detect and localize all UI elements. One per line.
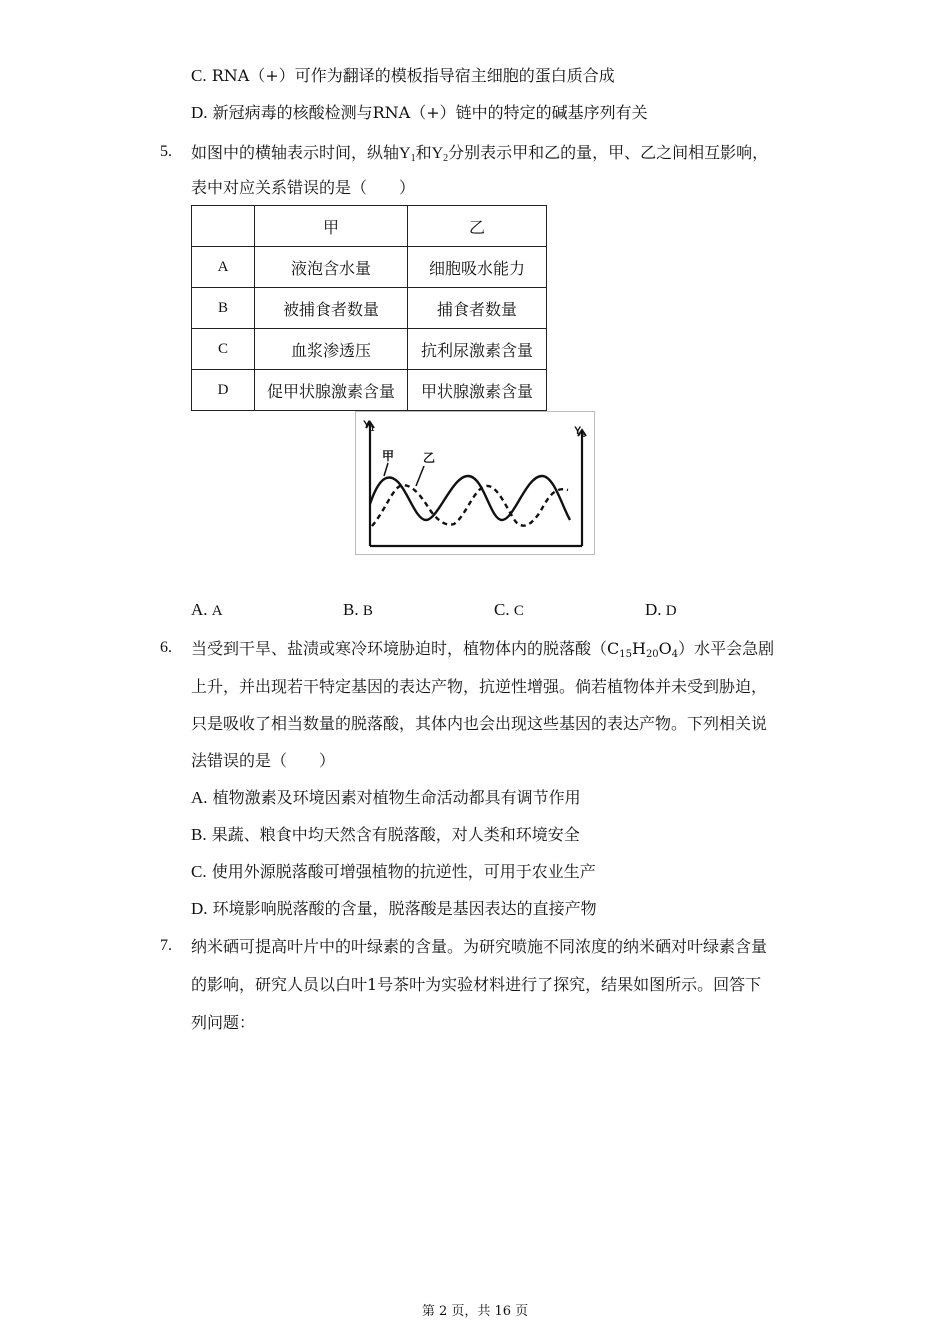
option-letter: C. bbox=[191, 66, 207, 85]
table-cell: 捕食者数量 bbox=[408, 288, 547, 329]
answer-text: B bbox=[362, 603, 373, 619]
option-text: 果蔬、粮食中均天然含有脱落酸，对人类和环境安全 bbox=[211, 825, 580, 844]
question-number: 5. bbox=[160, 143, 172, 160]
table-cell: 液泡含水量 bbox=[255, 247, 408, 288]
jia-pointer bbox=[384, 463, 388, 476]
q7-stem-line2: 的影响，研究人员以白叶1号茶叶为实验材料进行了探究，结果如图所示。回答下 bbox=[191, 975, 762, 994]
q6-stem-line4: 法错误的是（ ） bbox=[191, 751, 336, 770]
answer-option-c[interactable] bbox=[494, 600, 524, 620]
q4-option-c bbox=[191, 66, 615, 86]
option-text: 环境影响脱落酸的含量，脱落酸是基因表达的直接产物 bbox=[212, 899, 597, 918]
option-text: 使用外源脱落酸可增强植物的抗逆性，可用于农业生产 bbox=[211, 862, 596, 881]
answer-option-b[interactable] bbox=[343, 600, 373, 620]
table-row bbox=[192, 370, 547, 411]
q6-option-c[interactable] bbox=[191, 862, 596, 882]
subscript: 20 bbox=[645, 649, 659, 660]
y1-letter: Y bbox=[363, 419, 371, 431]
jia-label: 甲 bbox=[382, 449, 395, 463]
answer-letter: B. bbox=[343, 600, 359, 619]
y1-label bbox=[363, 419, 374, 433]
option-text: 植物激素及环境因素对植物生命活动都具有调节作用 bbox=[212, 788, 581, 807]
table-header-jia: 甲 bbox=[255, 206, 408, 247]
yi-curve bbox=[372, 485, 568, 526]
table-row bbox=[192, 247, 547, 288]
table-cell: 抗利尿激素含量 bbox=[408, 329, 547, 370]
table-cell: 促甲状腺激素含量 bbox=[255, 370, 408, 411]
subscript: 2 bbox=[443, 153, 449, 164]
y2-letter: Y bbox=[574, 425, 582, 437]
table-cell: 甲状腺激素含量 bbox=[408, 370, 547, 411]
option-text: RNA（+）可作为翻译的模板指导宿主细胞的蛋白质合成 bbox=[211, 66, 615, 85]
option-letter: D. bbox=[191, 899, 208, 918]
formula-letter: O bbox=[658, 639, 672, 658]
answer-text: C bbox=[513, 603, 524, 619]
q6-option-a[interactable] bbox=[191, 788, 581, 808]
answer-text: D bbox=[665, 603, 677, 619]
y1-subscript: 1 bbox=[370, 426, 375, 433]
table-cell: D bbox=[192, 370, 255, 411]
stem-text: 如图中的横轴表示时间，纵轴 bbox=[191, 143, 400, 162]
table-cell: C bbox=[192, 329, 255, 370]
wave-diagram bbox=[356, 412, 594, 554]
option-letter: A. bbox=[191, 788, 208, 807]
table-cell: 被捕食者数量 bbox=[255, 288, 408, 329]
table-header-yi: 乙 bbox=[408, 206, 547, 247]
q7-stem-line1: 纳米硒可提高叶片中的叶绿素的含量。为研究喷施不同浓度的纳米硒对叶绿素含量 bbox=[191, 937, 768, 956]
wave-figure bbox=[355, 411, 595, 555]
question-number: 7. bbox=[160, 937, 172, 954]
option-text: 新冠病毒的核酸检测与RNA（+）链中的特定的碱基序列有关 bbox=[212, 103, 648, 122]
table-row bbox=[192, 288, 547, 329]
formula-letter: H bbox=[631, 639, 646, 658]
table-cell: 血浆渗透压 bbox=[255, 329, 408, 370]
answer-option-d[interactable] bbox=[645, 600, 677, 620]
table-cell: B bbox=[192, 288, 255, 329]
q6-option-d[interactable] bbox=[191, 899, 597, 919]
jia-curve bbox=[370, 476, 570, 520]
subscript: 4 bbox=[671, 649, 679, 660]
y-letter: Y bbox=[431, 145, 444, 162]
table-cell bbox=[192, 206, 255, 247]
yi-label: 乙 bbox=[423, 451, 436, 465]
q6-stem-line2: 上升，并出现若干特定基因的表达产物，抗逆性增强。倘若植物体并未受到胁迫， bbox=[191, 677, 768, 696]
subscript: 1 bbox=[410, 153, 416, 164]
answer-letter: C. bbox=[494, 600, 510, 619]
q5-table bbox=[191, 205, 547, 411]
answer-option-a[interactable] bbox=[191, 600, 223, 620]
stem-text: ）水平会急剧 bbox=[678, 639, 775, 658]
option-letter: B. bbox=[191, 825, 207, 844]
answer-text: A bbox=[211, 603, 223, 619]
table-row bbox=[192, 329, 547, 370]
option-letter: C. bbox=[191, 862, 207, 881]
y2-subscript: 2 bbox=[581, 432, 586, 439]
table-cell: 细胞吸水能力 bbox=[408, 247, 547, 288]
q7-stem-line3: 列问题： bbox=[191, 1013, 256, 1032]
y-letter: Y bbox=[399, 145, 411, 162]
stem-text: 分别表示甲和乙的量，甲、乙之间相互影响， bbox=[448, 143, 769, 162]
stem-text: 当受到干旱、盐渍或寒冷环境胁迫时，植物体内的脱落酸（C bbox=[191, 639, 620, 658]
page-footer: 第 2 页，共 16 页 bbox=[421, 1304, 529, 1319]
table-cell: A bbox=[192, 247, 255, 288]
q5-stem-line2: 表中对应关系错误的是（ ） bbox=[191, 178, 416, 197]
y2-symbol bbox=[432, 145, 449, 162]
stem-text: 和 bbox=[415, 143, 432, 162]
q6-stem-line3: 只是吸收了相当数量的脱落酸，其体内也会出现这些基因的表达产物。下列相关说 bbox=[191, 714, 768, 733]
answer-letter: A. bbox=[191, 600, 208, 619]
yi-pointer bbox=[416, 466, 424, 486]
table-header-row bbox=[192, 206, 547, 247]
y1-symbol bbox=[399, 145, 416, 162]
q4-option-d bbox=[191, 103, 648, 123]
option-letter: D. bbox=[191, 103, 208, 122]
subscript: 15 bbox=[619, 649, 632, 660]
question-number: 6. bbox=[160, 639, 172, 656]
q6-option-b[interactable] bbox=[191, 825, 580, 845]
q5-stem-line1 bbox=[191, 143, 768, 169]
y2-label bbox=[574, 425, 585, 439]
q6-stem-line1 bbox=[191, 639, 774, 665]
answer-letter: D. bbox=[645, 600, 662, 619]
